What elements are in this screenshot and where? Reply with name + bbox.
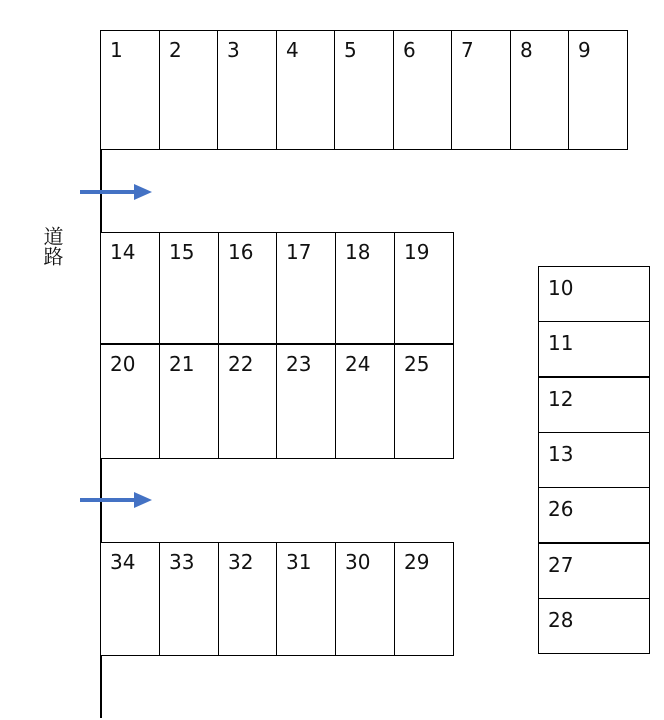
parking-slot: [538, 377, 650, 433]
parking-slot: [100, 232, 160, 346]
road-label: 道路: [40, 226, 64, 266]
parking-slot: [538, 543, 650, 599]
parking-slot: [451, 30, 511, 150]
parking-slot: [276, 344, 336, 459]
slot-number: 15: [169, 240, 195, 264]
slot-number: 7: [461, 38, 474, 62]
parking-slot: [394, 542, 454, 656]
row-divider: [100, 343, 453, 345]
parking-slot: [217, 30, 277, 150]
slot-number: 13: [548, 442, 574, 466]
parking-slot: [276, 542, 336, 656]
parking-slot: [159, 542, 219, 656]
slot-number: 25: [404, 352, 430, 376]
parking-slot: [538, 432, 650, 488]
slot-number: 23: [286, 352, 312, 376]
parking-slot: [335, 232, 395, 346]
slot-number: 4: [286, 38, 299, 62]
slot-number: 9: [578, 38, 591, 62]
slot-number: 19: [404, 240, 430, 264]
slot-number: 8: [520, 38, 533, 62]
arrow-right-icon: [80, 490, 152, 510]
parking-slot: [100, 30, 160, 150]
arrow-right-icon: [80, 182, 152, 202]
slot-number: 3: [227, 38, 240, 62]
slot-number: 16: [228, 240, 254, 264]
slot-number: 18: [345, 240, 371, 264]
parking-slot: [510, 30, 570, 150]
slot-number: 2: [169, 38, 182, 62]
slot-number: 30: [345, 550, 371, 574]
slot-number: 26: [548, 497, 574, 521]
parking-slot: [394, 232, 454, 346]
slot-number: 34: [110, 550, 136, 574]
parking-slot: [218, 344, 278, 459]
slot-number: 20: [110, 352, 136, 376]
parking-slot: [538, 487, 650, 543]
parking-slot: [218, 542, 278, 656]
parking-slot: [276, 30, 336, 150]
slot-number: 11: [548, 331, 574, 355]
parking-slot: [100, 542, 160, 656]
slot-number: 31: [286, 550, 312, 574]
parking-slot: [335, 542, 395, 656]
parking-slot: [538, 598, 650, 654]
parking-slot: [159, 232, 219, 346]
slot-number: 28: [548, 608, 574, 632]
slot-number: 24: [345, 352, 371, 376]
slot-number: 1: [110, 38, 123, 62]
slot-number: 29: [404, 550, 430, 574]
parking-slot: [538, 266, 650, 322]
slot-number: 21: [169, 352, 195, 376]
slot-number: 12: [548, 387, 574, 411]
slot-number: 32: [228, 550, 254, 574]
parking-slot: [393, 30, 453, 150]
parking-slot: [100, 344, 160, 459]
parking-slot: [538, 321, 650, 377]
slot-number: 6: [403, 38, 416, 62]
parking-slot: [276, 232, 336, 346]
parking-slot: [159, 30, 219, 150]
slot-number: 27: [548, 553, 574, 577]
parking-slot: [335, 344, 395, 459]
slot-number: 17: [286, 240, 312, 264]
slot-number: 22: [228, 352, 254, 376]
parking-slot: [334, 30, 394, 150]
parking-slot: [159, 344, 219, 459]
parking-slot: [568, 30, 628, 150]
parking-slot: [394, 344, 454, 459]
slot-number: 33: [169, 550, 195, 574]
slot-number: 10: [548, 276, 574, 300]
slot-number: 5: [344, 38, 357, 62]
parking-slot: [218, 232, 278, 346]
slot-number: 14: [110, 240, 136, 264]
